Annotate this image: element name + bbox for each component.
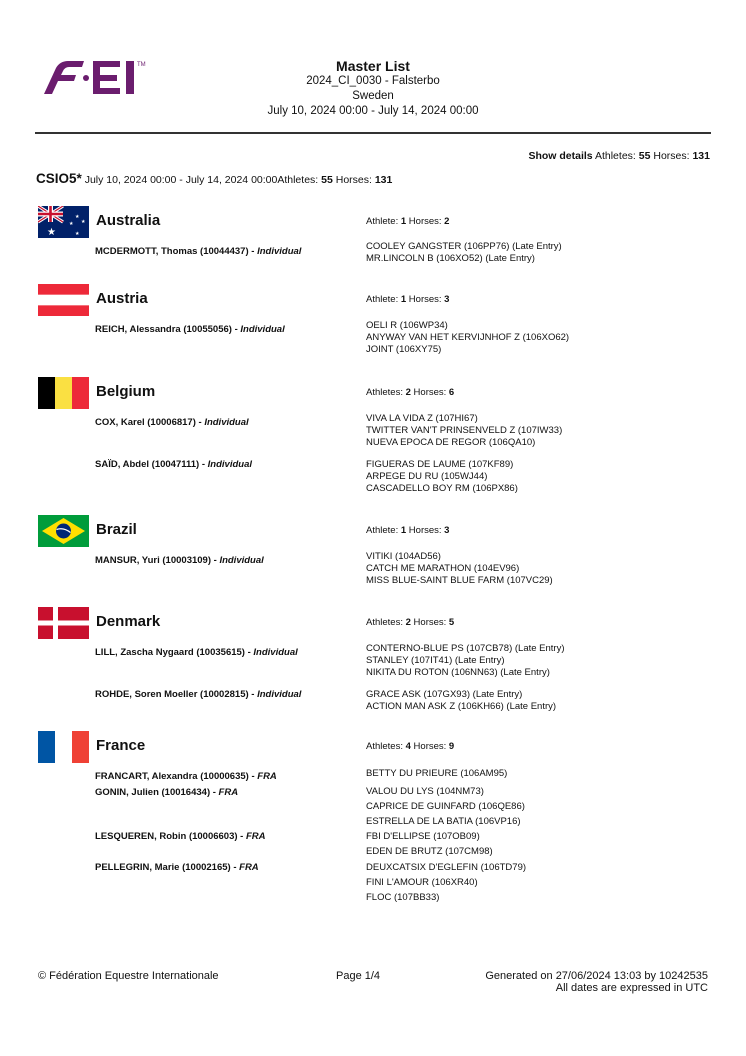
athletes-label: Athlete:	[366, 525, 399, 536]
country-name: France	[96, 737, 146, 754]
athlete-type: FRA	[218, 787, 239, 798]
horses-count: 3	[444, 294, 450, 305]
summary-athletes-label: Athletes:	[594, 150, 636, 162]
country-stats	[366, 525, 449, 536]
horse-item: ANYWAY VAN HET KERVIJNHOF Z (106XO62)	[366, 332, 570, 343]
horse-item: STANLEY (107IT41) (Late Entry)	[366, 655, 505, 666]
horse-item: FBI D'ELLIPSE (107OB09)	[366, 831, 480, 842]
footer-copyright: © Fédération Equestre Internationale	[38, 970, 219, 982]
horses-count: 9	[448, 741, 455, 752]
flag-brazil-icon	[38, 515, 89, 547]
horse-item: FIGUERAS DE LAUME (107KF89)	[366, 459, 514, 470]
event-line	[36, 171, 392, 186]
athletes-count: 1	[400, 216, 407, 227]
athlete-row	[95, 787, 238, 798]
show-country: Sweden	[352, 90, 394, 102]
country-stats	[366, 741, 454, 752]
athlete-name: ROHDE, Soren Moeller (10002815) -	[95, 689, 258, 700]
horses-count: 3	[444, 525, 450, 536]
athletes-count: 1	[400, 294, 407, 305]
athlete-name: REICH, Alessandra (10055056) -	[95, 324, 241, 335]
svg-text:★: ★	[75, 214, 80, 220]
svg-text:★: ★	[75, 231, 80, 237]
athlete-row	[95, 771, 277, 782]
horses-label: Horses:	[413, 387, 447, 398]
event-athletes: 55	[321, 174, 333, 186]
athlete-type: Individual	[240, 324, 285, 335]
horse-item: VALOU DU LYS (104NM73)	[366, 786, 484, 797]
svg-text:TM: TM	[137, 62, 146, 68]
fei-logo	[38, 56, 162, 103]
horse-item: ESTRELLA DE LA BATIA (106VP16)	[366, 816, 521, 827]
athlete-type: Individual	[257, 689, 302, 700]
horse-item: BETTY DU PRIEURE (106AM95)	[366, 768, 508, 779]
summary-athletes: 55	[638, 150, 651, 162]
horse-item: CONTERNO-BLUE PS (107CB78) (Late Entry)	[366, 643, 565, 654]
event-name: CSIO5*	[36, 171, 82, 186]
athlete-row	[95, 555, 264, 566]
athletes-label: Athlete:	[366, 216, 399, 227]
horse-item: ARPEGE DU RU (105WJ44)	[366, 471, 488, 482]
summary-horses-label: Horses:	[653, 150, 690, 162]
horses-count: 6	[448, 387, 455, 398]
show-details-link[interactable]: Show details	[528, 150, 593, 162]
athlete-name: SAÏD, Abdel (10047111) -	[95, 459, 208, 470]
country-stats	[366, 216, 449, 227]
event-athletes-label: Athletes:	[277, 174, 319, 186]
athlete-type: Individual	[257, 246, 302, 257]
fei-logo-mark	[38, 56, 162, 98]
athletes-count: 4	[405, 741, 411, 752]
athlete-name: LILL, Zascha Nygaard (10035615) -	[95, 647, 254, 658]
horse-item: FINI L'AMOUR (106XR40)	[366, 877, 478, 888]
horse-item: FLOC (107BB33)	[366, 892, 440, 903]
show-dates: July 10, 2024 00:00 - July 14, 2024 00:00	[267, 105, 479, 117]
horse-item: OELI R (106WP34)	[366, 320, 448, 331]
event-dates: July 10, 2024 00:00 - July 14, 2024 00:00	[84, 174, 278, 186]
athlete-type: FRA	[245, 831, 266, 842]
horses-count: 5	[448, 617, 455, 628]
show-code: 2024_CI_0030 - Falsterbo	[306, 75, 440, 87]
athletes-label: Athletes:	[366, 387, 403, 398]
athlete-row	[95, 689, 301, 700]
horse-item: NIKITA DU ROTON (106NN63) (Late Entry)	[366, 667, 550, 678]
summary-horses: 131	[692, 150, 710, 162]
athlete-row	[95, 324, 285, 335]
horses-label: Horses:	[408, 216, 442, 227]
athlete-type: FRA	[257, 771, 277, 782]
country-name: Australia	[96, 212, 161, 229]
athlete-row	[95, 862, 259, 873]
flag-australia-icon	[38, 206, 89, 238]
horse-item: TWITTER VAN'T PRINSENVELD Z (107IW33)	[366, 425, 563, 436]
horse-item: CAPRICE DE GUINFARD (106QE86)	[366, 801, 525, 812]
svg-text:★: ★	[47, 227, 56, 238]
event-horses: 131	[374, 174, 393, 186]
athlete-type: Individual	[219, 555, 264, 566]
horse-item: NUEVA EPOCA DE REGOR (106QA10)	[366, 437, 536, 448]
summary-line	[528, 150, 710, 162]
horses-label: Horses:	[413, 617, 447, 628]
country-name: Austria	[96, 290, 148, 307]
horse-item: CATCH ME MARATHON (104EV96)	[366, 563, 520, 574]
athlete-name: COX, Karel (10006817) -	[95, 417, 205, 428]
flag-austria-icon	[38, 284, 89, 316]
horse-item: COOLEY GANGSTER (106PP76) (Late Entry)	[366, 241, 562, 252]
athlete-row	[95, 459, 252, 470]
country-name: Belgium	[96, 383, 156, 400]
athletes-label: Athletes:	[366, 617, 403, 628]
footer-page-number: Page 1/4	[336, 970, 381, 982]
athlete-name: GONIN, Julien (10016434) -	[95, 787, 219, 798]
athlete-type: Individual	[207, 459, 252, 470]
horses-count: 2	[444, 216, 450, 227]
athlete-row	[95, 831, 266, 842]
footer-utc-note: All dates are expressed in UTC	[555, 982, 708, 994]
athletes-label: Athlete:	[366, 294, 399, 305]
athlete-name: FRANCART, Alexandra (10000635) -	[95, 771, 258, 782]
horse-item: VIVA LA VIDA Z (107HI67)	[366, 413, 478, 424]
header-divider	[35, 132, 711, 134]
athletes-count: 1	[400, 525, 407, 536]
athlete-row	[95, 417, 249, 428]
svg-text:★: ★	[69, 221, 74, 227]
athlete-type: Individual	[253, 647, 298, 658]
athlete-name: LESQUEREN, Robin (10006603) -	[95, 831, 246, 842]
athlete-name: MCDERMOTT, Thomas (10044437) -	[95, 246, 258, 257]
athletes-count: 2	[405, 387, 411, 398]
athlete-row	[95, 246, 301, 257]
horse-item: GRACE ASK (107GX93) (Late Entry)	[366, 689, 523, 700]
svg-text:★: ★	[81, 219, 86, 225]
country-stats	[366, 617, 454, 628]
horses-label: Horses:	[413, 741, 447, 752]
page-title: Master List	[336, 58, 410, 74]
athlete-type: Individual	[204, 417, 249, 428]
horse-item: MISS BLUE-SAINT BLUE FARM (107VC29)	[366, 575, 553, 586]
horse-item: ACTION MAN ASK Z (106KH66) (Late Entry)	[366, 701, 557, 712]
document-header	[200, 58, 546, 119]
country-name: Brazil	[96, 521, 137, 538]
athlete-name: MANSUR, Yuri (10003109) -	[95, 555, 220, 566]
country-stats	[366, 294, 449, 305]
flag-france-icon	[38, 731, 89, 763]
athletes-label: Athletes:	[366, 741, 403, 752]
horse-item: CASCADELLO BOY RM (106PX86)	[366, 483, 518, 494]
horses-label: Horses:	[408, 525, 442, 536]
athlete-row	[95, 647, 298, 658]
athlete-name: PELLEGRIN, Marie (10002165) -	[95, 862, 240, 873]
athlete-type: FRA	[239, 862, 259, 873]
footer-generated	[485, 970, 708, 994]
horse-item: JOINT (106XY75)	[366, 344, 442, 355]
flag-denmark-icon	[38, 607, 89, 639]
horse-item: VITIKI (104AD56)	[366, 551, 441, 562]
athletes-count: 2	[405, 617, 411, 628]
horses-label: Horses:	[408, 294, 442, 305]
horse-item: DEUXCATSIX D'EGLEFIN (106TD79)	[366, 862, 527, 873]
horse-item: MR.LINCOLN B (106XO52) (Late Entry)	[366, 253, 535, 264]
country-name: Denmark	[96, 613, 161, 630]
flag-belgium-icon	[38, 377, 89, 409]
horse-item: EDEN DE BRUTZ (107CM98)	[366, 846, 493, 857]
footer-generated-line: Generated on 27/06/2024 13:03 by 10242535	[485, 970, 708, 982]
country-stats	[366, 387, 454, 398]
event-horses-label: Horses:	[335, 174, 372, 186]
